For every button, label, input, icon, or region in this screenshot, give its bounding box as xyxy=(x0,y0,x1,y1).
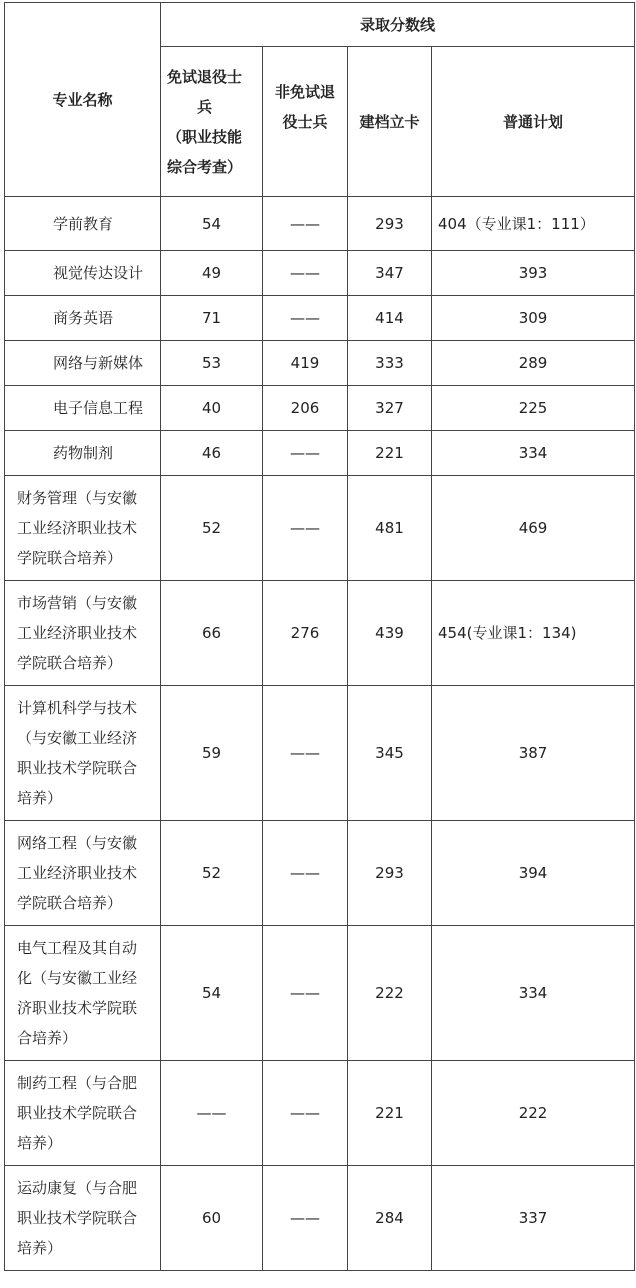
cell-regular-plan-score: 222 xyxy=(432,1061,635,1166)
major-name-line: 职业技术学院联合 xyxy=(17,1104,138,1122)
cell-jiandang-score: 345 xyxy=(348,686,432,821)
table-row xyxy=(5,476,635,581)
major-name-line: 网络工程（与安徽 xyxy=(17,834,138,852)
table-row xyxy=(5,386,635,431)
cell-major-name xyxy=(5,197,161,251)
cell-regular-plan-score: 334 xyxy=(432,431,635,476)
cell-major-name xyxy=(5,1061,161,1166)
cell-regular-plan-score: 393 xyxy=(432,251,635,296)
major-name-line: 培养） xyxy=(17,1239,63,1257)
cell-regular-plan-score: 334 xyxy=(432,926,635,1061)
table-row xyxy=(5,251,635,296)
cell-major-name xyxy=(5,686,161,821)
cell-major-name xyxy=(5,251,161,296)
table-row xyxy=(5,821,635,926)
cell-non-mianshi-score: —— xyxy=(263,296,348,341)
cell-non-mianshi-score: —— xyxy=(263,821,348,926)
cell-mianshi-score: 54 xyxy=(161,197,263,251)
cell-jiandang-score: 221 xyxy=(348,431,432,476)
table-row xyxy=(5,1061,635,1166)
cell-regular-plan-score: 309 xyxy=(432,296,635,341)
cell-regular-plan-score: 225 xyxy=(432,386,635,431)
major-name-line: 培养） xyxy=(17,1134,63,1152)
cell-major-name xyxy=(5,821,161,926)
cell-non-mianshi-score: —— xyxy=(263,476,348,581)
table-row xyxy=(5,1166,635,1271)
major-name-line: 市场营销（与安徽 xyxy=(17,594,138,612)
cell-jiandang-score: 347 xyxy=(348,251,432,296)
cell-non-mianshi-score: —— xyxy=(263,686,348,821)
major-name-line: 职业技术学院联合 xyxy=(17,1209,138,1227)
major-name-line: 学前教育 xyxy=(53,214,114,233)
header-line: 免试退役士 xyxy=(167,67,243,86)
cell-regular-plan-score: 454(专业课1：134) xyxy=(432,581,635,686)
cell-jiandang-score: 284 xyxy=(348,1166,432,1271)
cell-mianshi-score: 54 xyxy=(161,926,263,1061)
header-mianshi-veteran xyxy=(161,47,263,197)
major-name-line: 工业经济职业技术 xyxy=(17,864,138,882)
cell-non-mianshi-score: 206 xyxy=(263,386,348,431)
cell-jiandang-score: 293 xyxy=(348,821,432,926)
header-jiandang-lika: 建档立卡 xyxy=(348,47,432,197)
cell-regular-plan-score: 387 xyxy=(432,686,635,821)
cell-major-name xyxy=(5,926,161,1061)
cell-regular-plan-score: 404（专业课1：111） xyxy=(432,197,635,251)
header-major-name: 专业名称 xyxy=(5,3,161,197)
cell-mianshi-score: 60 xyxy=(161,1166,263,1271)
cell-major-name xyxy=(5,431,161,476)
major-name-line: 电子信息工程 xyxy=(53,399,144,417)
major-name-line: 学院联合培养） xyxy=(17,894,123,912)
major-name-line: 培养） xyxy=(17,789,63,807)
cell-mianshi-score: 66 xyxy=(161,581,263,686)
header-score-group: 录取分数线 xyxy=(161,3,635,47)
major-name-line: 合培养） xyxy=(17,1029,78,1047)
header-non-mianshi-veteran xyxy=(263,47,348,197)
cell-non-mianshi-score: 419 xyxy=(263,341,348,386)
major-name-line: 计算机科学与技术 xyxy=(17,699,138,717)
major-name-line: 学院联合培养） xyxy=(17,549,123,567)
major-name-line: 工业经济职业技术 xyxy=(17,519,138,537)
cell-mianshi-score: 40 xyxy=(161,386,263,431)
cell-jiandang-score: 439 xyxy=(348,581,432,686)
table-body xyxy=(5,197,635,1271)
header-line: 综合考查） xyxy=(167,157,243,176)
cell-non-mianshi-score: —— xyxy=(263,1061,348,1166)
table-row xyxy=(5,686,635,821)
major-name-line: 电气工程及其自动 xyxy=(17,939,138,957)
header-line: 役士兵 xyxy=(282,113,328,131)
major-name-line: 职业技术学院联合 xyxy=(17,759,138,777)
cell-non-mianshi-score: 276 xyxy=(263,581,348,686)
table-row xyxy=(5,926,635,1061)
header-line: （职业技能 xyxy=(167,127,243,146)
cell-mianshi-score: 46 xyxy=(161,431,263,476)
cell-major-name xyxy=(5,296,161,341)
cell-non-mianshi-score: —— xyxy=(263,251,348,296)
cell-non-mianshi-score: —— xyxy=(263,926,348,1061)
major-name-line: 运动康复（与合肥 xyxy=(17,1179,138,1197)
table-row xyxy=(5,296,635,341)
cell-jiandang-score: 293 xyxy=(348,197,432,251)
cell-regular-plan-score: 289 xyxy=(432,341,635,386)
major-name-line: 化（与安徽工业经 xyxy=(17,969,138,987)
table-row xyxy=(5,197,635,251)
header-line: 非免试退 xyxy=(274,83,335,101)
cell-mianshi-score: 52 xyxy=(161,476,263,581)
cell-regular-plan-score: 337 xyxy=(432,1166,635,1271)
major-name-line: （与安徽工业经济 xyxy=(17,729,138,747)
cell-non-mianshi-score: —— xyxy=(263,1166,348,1271)
major-name-line: 济职业技术学院联 xyxy=(17,999,138,1017)
cell-regular-plan-score: 394 xyxy=(432,821,635,926)
cell-major-name xyxy=(5,476,161,581)
score-table-container xyxy=(4,2,634,1271)
cell-jiandang-score: 414 xyxy=(348,296,432,341)
cell-major-name xyxy=(5,386,161,431)
table-row xyxy=(5,341,635,386)
cell-major-name xyxy=(5,581,161,686)
cell-non-mianshi-score: —— xyxy=(263,431,348,476)
table-row xyxy=(5,581,635,686)
header-line: 兵 xyxy=(197,97,213,116)
major-name-line: 学院联合培养） xyxy=(17,654,123,672)
cell-regular-plan-score: 469 xyxy=(432,476,635,581)
major-name-line: 制药工程（与合肥 xyxy=(17,1074,138,1092)
admission-score-table xyxy=(4,2,635,1271)
cell-mianshi-score: 49 xyxy=(161,251,263,296)
header-regular-plan: 普通计划 xyxy=(432,47,635,197)
cell-jiandang-score: 221 xyxy=(348,1061,432,1166)
cell-jiandang-score: 222 xyxy=(348,926,432,1061)
cell-jiandang-score: 327 xyxy=(348,386,432,431)
major-name-line: 药物制剂 xyxy=(53,444,114,462)
table-row xyxy=(5,431,635,476)
cell-mianshi-score: 52 xyxy=(161,821,263,926)
major-name-line: 财务管理（与安徽 xyxy=(17,489,138,507)
cell-non-mianshi-score: —— xyxy=(263,197,348,251)
major-name-line: 工业经济职业技术 xyxy=(17,624,138,642)
major-name-line: 视觉传达设计 xyxy=(53,264,144,282)
cell-mianshi-score: 59 xyxy=(161,686,263,821)
cell-jiandang-score: 481 xyxy=(348,476,432,581)
cell-jiandang-score: 333 xyxy=(348,341,432,386)
major-name-line: 网络与新媒体 xyxy=(53,354,144,372)
cell-major-name xyxy=(5,341,161,386)
cell-major-name xyxy=(5,1166,161,1271)
cell-mianshi-score: —— xyxy=(161,1061,263,1166)
cell-mianshi-score: 71 xyxy=(161,296,263,341)
cell-mianshi-score: 53 xyxy=(161,341,263,386)
major-name-line: 商务英语 xyxy=(53,309,114,327)
